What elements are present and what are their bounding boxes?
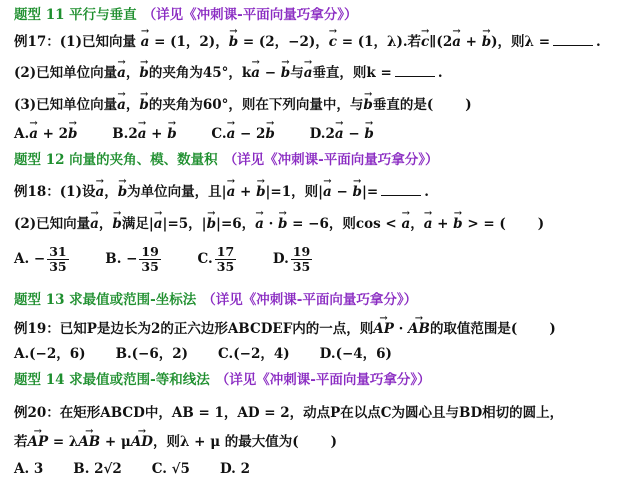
text-span: 例17：(1)已知向量: [14, 34, 136, 50]
vector-symbol: → b: [278, 215, 287, 233]
example-17-part-1: [14, 33, 601, 51]
vector-symbol: → a: [29, 125, 38, 143]
text-span: 例19：已知P是边长为2的正六边形ABCDEF内的一点，则: [14, 321, 374, 337]
text-span: C.(−2，4): [218, 346, 290, 362]
text-span: 题型 14 求最值或范围-等和线法: [14, 372, 210, 388]
vector-symbol: → b: [482, 33, 491, 51]
vector-symbol: → AP: [373, 320, 394, 338]
text-span: 35: [292, 259, 311, 274]
text-span: （详见《冲刺课-平面向量巧拿分》）: [202, 292, 418, 308]
text-span: |=: [361, 184, 379, 200]
text-span: A. 3: [14, 461, 44, 477]
example-18-part-1: [14, 183, 429, 201]
text-span: ): [330, 434, 338, 450]
text-group: [273, 244, 314, 274]
vector-symbol: → a: [227, 183, 236, 201]
text-span: ·: [268, 216, 274, 232]
example-17-part-2: [14, 64, 443, 82]
text-span: +: [437, 216, 449, 232]
vector-symbol: → b: [229, 33, 238, 51]
vector-symbol: → b: [139, 64, 148, 82]
text-span: |=1，则|: [265, 184, 324, 200]
text-span: 例18：(1)设: [14, 184, 96, 200]
text-span: 例20：在矩形ABCD中，AB = 1，AD = 2，动点P在以点C为圆心且与BD相切的圆上，: [14, 405, 564, 421]
text-span: (2)已知向量: [14, 216, 91, 232]
vector-symbol: → a: [138, 125, 147, 143]
text-span: = (1，λ).若: [341, 34, 422, 50]
text-span: 题型 11 平行与垂直: [14, 7, 137, 23]
text-span: 满足|: [121, 216, 154, 232]
text-span: 垂直，则k =: [312, 65, 392, 81]
vector-symbol: → AB: [78, 433, 100, 451]
text-span: ): [549, 321, 556, 337]
text-group: [14, 125, 78, 143]
text-span: |=5，|: [162, 216, 207, 232]
vector-symbol: → a: [251, 64, 260, 82]
example-18-options: [14, 244, 344, 274]
vector-symbol: → b: [353, 183, 362, 201]
fraction: [47, 245, 68, 274]
text-span: = (1，2)，: [154, 34, 229, 50]
vector-symbol: → a: [117, 64, 126, 82]
text-span: +: [465, 34, 477, 50]
example-19: [14, 320, 556, 338]
text-span: (2)已知单位向量: [14, 65, 118, 81]
text-span: +: [151, 126, 163, 142]
text-span: B.2: [112, 126, 138, 142]
text-span: ，: [125, 97, 140, 113]
text-span: B. −: [105, 251, 138, 267]
text-span: （详见《冲刺课-平面向量巧拿分》）: [215, 372, 431, 388]
fraction: [291, 245, 312, 274]
answer-blank: [381, 183, 421, 196]
text-span: −: [264, 65, 277, 81]
text-span: + μ: [104, 434, 131, 450]
text-span: C. √5: [151, 461, 190, 477]
text-span: 题型 12 向量的夹角、模、数量积: [14, 152, 218, 168]
text-span: 35: [216, 259, 235, 274]
text-group: [211, 125, 275, 143]
vector-symbol: → b: [139, 96, 148, 114]
vector-symbol: → b: [68, 125, 77, 143]
text-span: 35: [141, 259, 159, 274]
vector-symbol: → b: [256, 183, 265, 201]
example-20-options: [14, 460, 280, 478]
vector-symbol: → a: [255, 215, 264, 233]
section-heading-12: [14, 151, 439, 169]
text-span: ，: [98, 216, 113, 232]
fraction: [215, 245, 236, 274]
vector-symbol: → b: [281, 64, 290, 82]
text-span: −: [348, 126, 360, 142]
text-group: [198, 244, 239, 274]
text-span: ，: [410, 216, 424, 232]
vector-symbol: → a: [154, 215, 163, 233]
text-span: .: [424, 184, 429, 200]
text-span: D. 2: [219, 461, 250, 477]
text-span: 的取值范围是(: [429, 321, 518, 337]
vector-symbol: → a: [323, 183, 332, 201]
text-span: （详见《冲刺课-平面向量巧拿分》）: [223, 152, 439, 168]
text-span: （详见《冲刺课-平面向量巧拿分》）: [142, 7, 358, 23]
vector-symbol: → a: [424, 215, 433, 233]
text-span: +: [240, 184, 252, 200]
text-span: B. 2√2: [73, 461, 122, 477]
text-span: 垂直的是(: [372, 97, 434, 113]
vector-symbol: → b: [207, 215, 216, 233]
vector-symbol: → a: [117, 96, 126, 114]
text-span: 的夹角为45°，k: [148, 65, 252, 81]
text-span: A.: [14, 126, 30, 142]
text-group: [14, 244, 71, 274]
text-span: 与: [290, 65, 304, 81]
vector-symbol: → a: [304, 64, 313, 82]
text-span: A.(−2，6): [14, 346, 86, 362]
text-span: |=6，: [216, 216, 256, 232]
text-span: ∥(2: [429, 34, 453, 50]
vector-symbol: → a: [95, 183, 104, 201]
text-span: (3)已知单位向量: [14, 97, 118, 113]
example-20-line-1: [14, 404, 563, 422]
example-17-options: [14, 125, 404, 143]
answer-blank: [395, 64, 435, 77]
text-span: D.: [272, 251, 289, 267]
text-span: ，则λ + μ 的最大值为(: [153, 434, 299, 450]
text-span: C.: [211, 126, 227, 142]
text-group: [310, 125, 374, 143]
text-span: −: [336, 184, 348, 200]
text-span: D.(−4，6): [319, 346, 392, 362]
example-19-options: [14, 345, 422, 363]
vector-symbol: → AB: [408, 320, 430, 338]
text-span: ，: [104, 184, 118, 200]
example-20-line-2: [14, 433, 337, 451]
text-span: .: [437, 65, 443, 81]
text-span: 若: [14, 434, 28, 450]
vector-symbol: → a: [90, 215, 99, 233]
text-span: A. −: [14, 251, 46, 267]
text-span: )，则λ =: [491, 34, 551, 50]
text-span: − 2: [240, 126, 266, 142]
vector-symbol: → a: [227, 125, 236, 143]
vector-symbol: → b: [265, 125, 274, 143]
vector-symbol: → c: [329, 33, 337, 51]
section-heading-14: [14, 371, 431, 389]
vector-symbol: → a: [452, 33, 461, 51]
text-span: 19: [141, 244, 159, 259]
vector-symbol: → b: [112, 215, 121, 233]
example-17-part-3: [14, 96, 472, 114]
vector-symbol: → b: [167, 125, 176, 143]
vector-symbol: → a: [335, 125, 344, 143]
text-span: 题型 13 求最值或范围-坐标法: [14, 292, 197, 308]
answer-blank: [553, 33, 593, 46]
vector-symbol: → b: [453, 215, 462, 233]
text-span: 17: [216, 244, 235, 259]
text-span: = λ: [52, 434, 79, 450]
text-span: 35: [49, 259, 67, 274]
text-span: + 2: [42, 126, 69, 142]
text-span: > = (: [467, 216, 506, 232]
section-heading-13: [14, 291, 417, 309]
vector-symbol: → a: [141, 33, 150, 51]
text-span: 为单位向量，且|: [127, 184, 227, 200]
text-span: = (2，−2)，: [242, 34, 329, 50]
vector-symbol: → b: [118, 183, 127, 201]
text-group: [112, 125, 176, 143]
text-span: ): [537, 216, 545, 232]
vector-symbol: → c: [421, 33, 429, 51]
text-span: 的夹角为60°，则在下列向量中，与: [148, 97, 364, 113]
text-span: C.: [197, 251, 213, 267]
vector-symbol: → b: [363, 96, 372, 114]
section-heading-11: [14, 6, 358, 24]
text-span: .: [596, 34, 601, 50]
text-span: ，: [125, 65, 140, 81]
vector-symbol: → AP: [28, 433, 49, 451]
text-span: = −6，则cos <: [292, 216, 397, 232]
text-span: ): [465, 97, 472, 113]
fraction: [139, 245, 160, 274]
vector-symbol: → AD: [131, 433, 153, 451]
example-18-part-2: [14, 215, 544, 233]
vector-symbol: → a: [401, 215, 410, 233]
text-span: ·: [398, 321, 404, 337]
vector-symbol: → b: [364, 125, 373, 143]
text-span: 19: [292, 244, 311, 259]
text-span: B.(−6，2): [115, 346, 189, 362]
text-span: 31: [49, 244, 67, 259]
text-span: D.2: [309, 126, 335, 142]
text-group: [105, 244, 163, 274]
